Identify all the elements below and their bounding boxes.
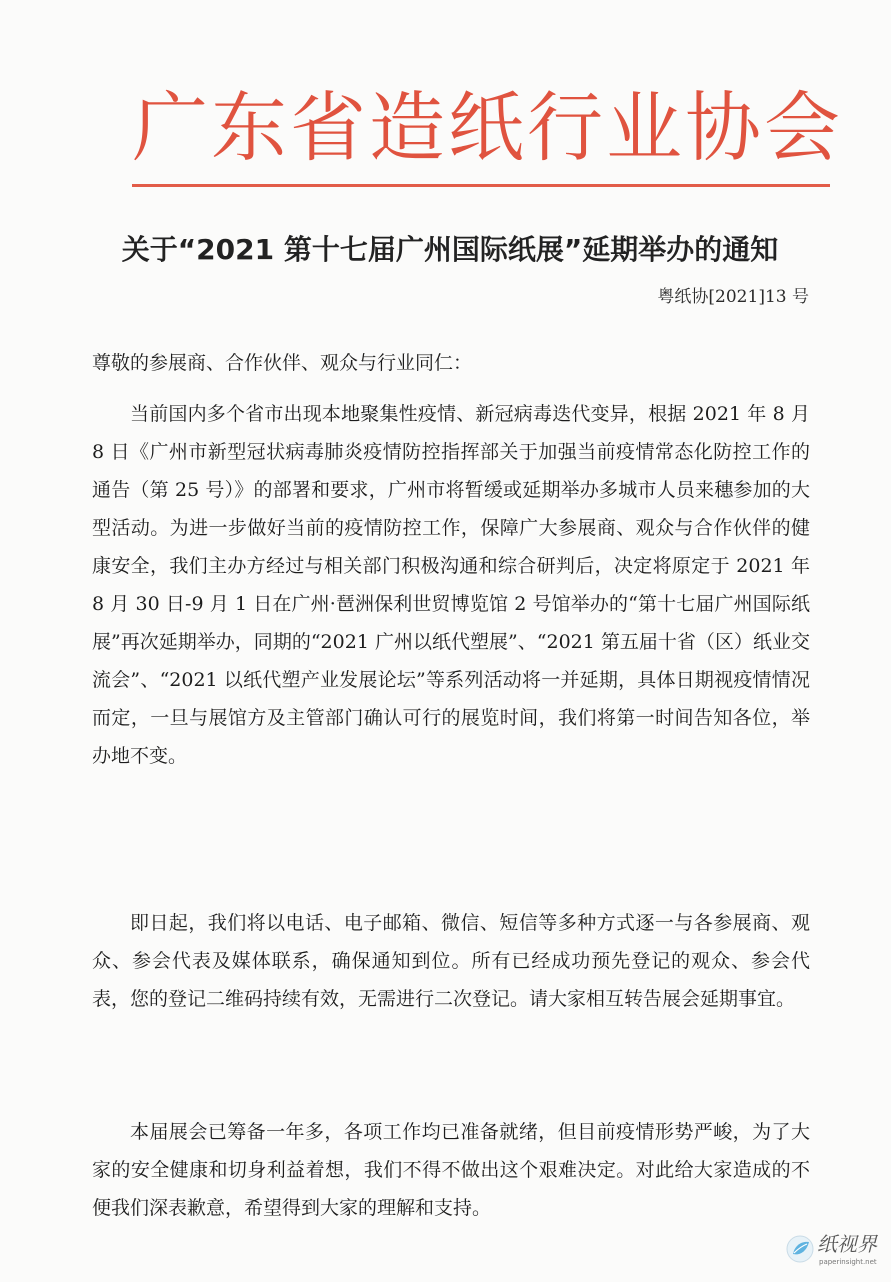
document-number: 粤纸协[2021]13 号 (657, 287, 809, 307)
leaf-logo-icon (785, 1234, 815, 1264)
organization-letterhead: 广东省造纸行业协会 (132, 83, 843, 172)
letterhead-divider (132, 184, 830, 187)
watermark-domain: paperinsight.net (819, 1258, 877, 1266)
body-paragraph-1: 当前国内多个省市出现本地聚集性疫情、新冠病毒迭代变异，根据 2021 年 8 月 8 日《广州市新型冠状病毒肺炎疫情防控指挥部关于加强当前疫情常态化防控工作的通告（第 25 号）》的部署和要求，广州市将暂缓或延期举办多城市人员来穗参加的大型活动。为进一步做好当前的疫情防控工作，保障广大参展商、观众与合作伙伴的健康安全，我们主办方经过与相关部门积极沟通和综合研判后，决定将原定于 2021 年 8 月 30 日-9 月 1 日在广州·琶洲保利世贸博览馆 2 号馆举办的“第十七届广州国际纸展”再次延期举办，同期的“2021 广州以纸代塑展”、“2021 第五届十省（区）纸业交流会”、“2021 以纸代塑产业发展论坛”等系列活动将一并延期，具体日期视疫情情况而定，一旦与展馆方及主管部门确认可行的展览时间，我们将第一时间告知各位，举办地不变。 (92, 403, 810, 767)
watermark-name: 纸视界 (817, 1232, 877, 1256)
salutation: 尊敬的参展商、合作伙伴、观众与行业同仁： (92, 352, 473, 374)
body-paragraph-3: 本届展会已筹备一年多，各项工作均已准备就绪，但目前疫情形势严峻，为了大家的安全健康和切身利益着想，我们不得不做出这个艰难决定。对此给大家造成的不便我们深表歉意，希望得到大家的理解和支持。 (92, 1121, 810, 1219)
body-paragraph-2: 即日起，我们将以电话、电子邮箱、微信、短信等多种方式逐一与各参展商、观众、参会代表及媒体联系，确保通知到位。所有已经成功预先登记的观众、参会代表，您的登记二维码持续有效，无需进行二次登记。请大家相互转告展会延期事宜。 (92, 912, 810, 1010)
notice-title: 关于“2021 第十七届广州国际纸展”延期举办的通知 (121, 233, 779, 266)
watermark (785, 1230, 885, 1274)
